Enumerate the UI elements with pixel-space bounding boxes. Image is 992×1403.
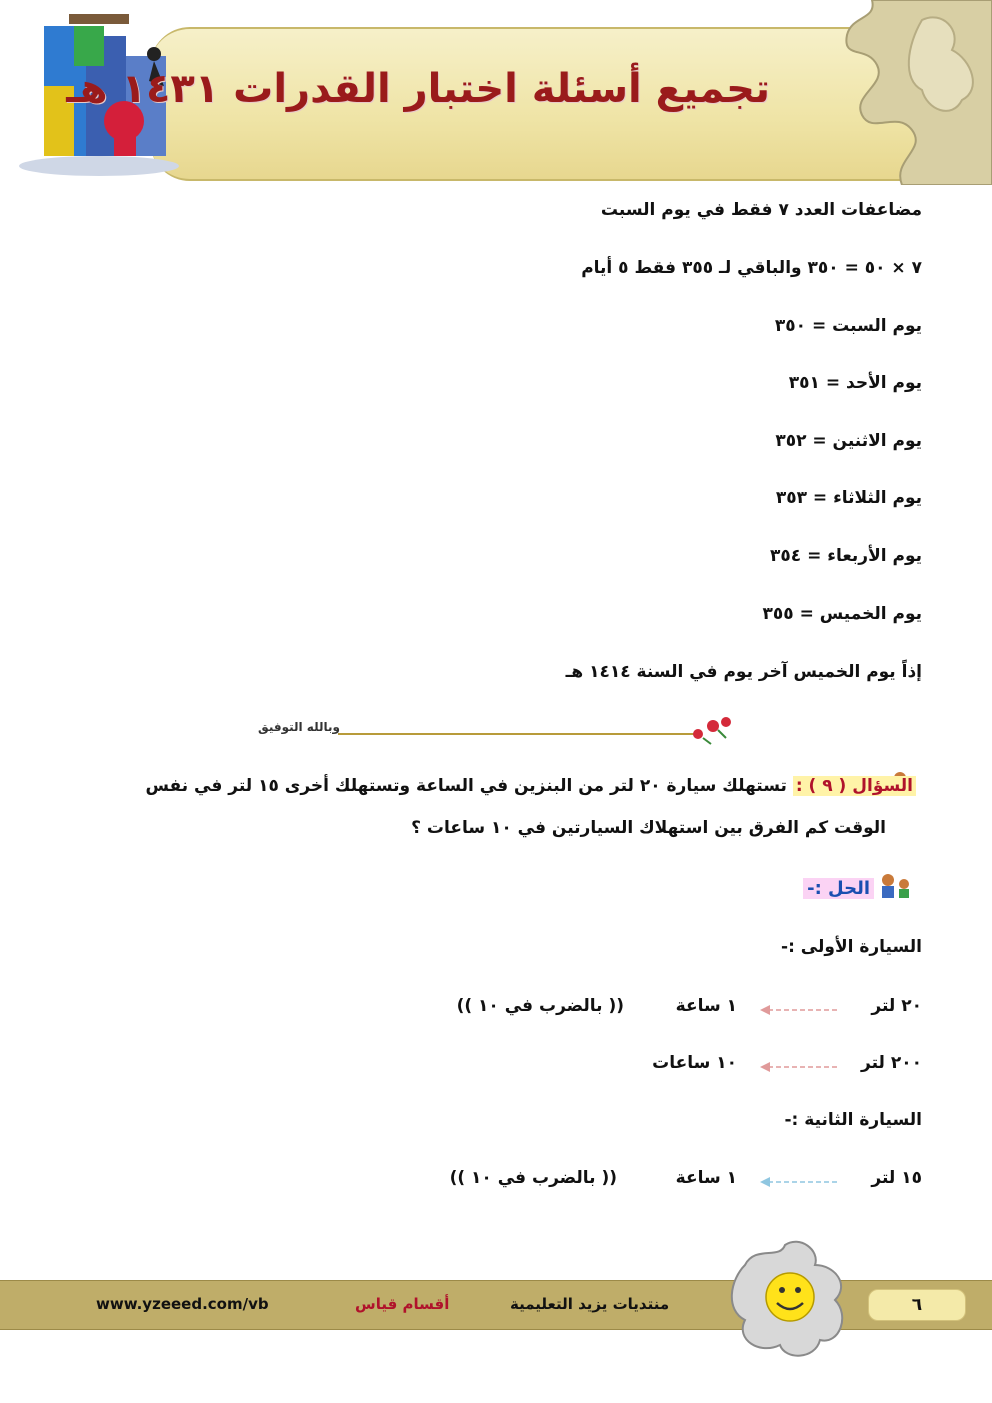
car1-row1-note: (( بالضرب في ١٠ )) (456, 996, 624, 1016)
footer-url[interactable]: www.yzeeed.com/vb (96, 1295, 269, 1313)
car2-heading: السيارة الثانية :- (784, 1110, 922, 1130)
text-line: يوم الاثنين = ٣٥٢ (775, 431, 922, 451)
text-line: مضاعفات العدد ٧ فقط في يوم السبت (600, 200, 922, 220)
text-line: يوم الأحد = ٣٥١ (788, 373, 922, 393)
answer-label: الحل :- (803, 878, 874, 899)
question-line-2: الوقت كم الفرق بين استهلاك السيارتين في ١٠ ساعات ؟ (411, 818, 886, 838)
footer-forum: منتديات يزيد التعليمية (510, 1295, 670, 1313)
car2-row1-note: (( بالضرب في ١٠ )) (449, 1168, 617, 1188)
car2-row1-left: ١٥ لتر (871, 1168, 922, 1188)
people-icon (876, 872, 916, 900)
page-title: تجميع أسئلة اختبار القدرات ١٤٣١ هـ (66, 66, 770, 112)
car1-row2-right: ١٠ ساعات (652, 1053, 737, 1073)
car2-row1-right: ١ ساعة (675, 1168, 737, 1188)
text-line: يوم الخميس = ٣٥٥ (762, 604, 922, 624)
question-line-1 (145, 776, 916, 796)
arrow-left-icon (760, 1176, 840, 1188)
question-text: تستهلك سيارة ٢٠ لتر من البنزين في الساعة وتستهلك أخرى ١٥ لتر في نفس (145, 776, 787, 796)
arrow-left-icon (760, 1061, 840, 1073)
text-line: يوم الأربعاء = ٣٥٤ (770, 546, 922, 566)
answer-label-wrap (803, 878, 874, 899)
question-label: السؤال ( ٩ ) : (793, 776, 916, 796)
car1-row1-right: ١ ساعة (675, 996, 737, 1016)
footer-section: أقسام قياس (355, 1295, 450, 1313)
text-line: إذاً يوم الخميس آخر يوم في السنة ١٤١٤ هـ (565, 662, 922, 682)
smiley-puzzle-icon (725, 1235, 855, 1365)
car1-row2-left: ٢٠٠ لتر (861, 1053, 922, 1073)
text-line: ٧ × ٥٠ = ٣٥٠ والباقي لـ ٣٥٥ فقط ٥ أيام (581, 258, 922, 278)
car1-heading: السيارة الأولى :- (781, 937, 922, 957)
car1-row1-left: ٢٠ لتر (871, 996, 922, 1016)
page-number: ٦ (868, 1289, 966, 1321)
puzzle-pieces-decoration (832, 0, 992, 185)
text-line: يوم السبت = ٣٥٠ (774, 316, 922, 336)
page-header (0, 0, 992, 190)
divider-text: وبالله التوفيق (258, 720, 340, 734)
arrow-left-icon (760, 1004, 840, 1016)
divider-ornament (258, 712, 738, 746)
text-line: يوم الثلاثاء = ٣٥٣ (775, 488, 922, 508)
